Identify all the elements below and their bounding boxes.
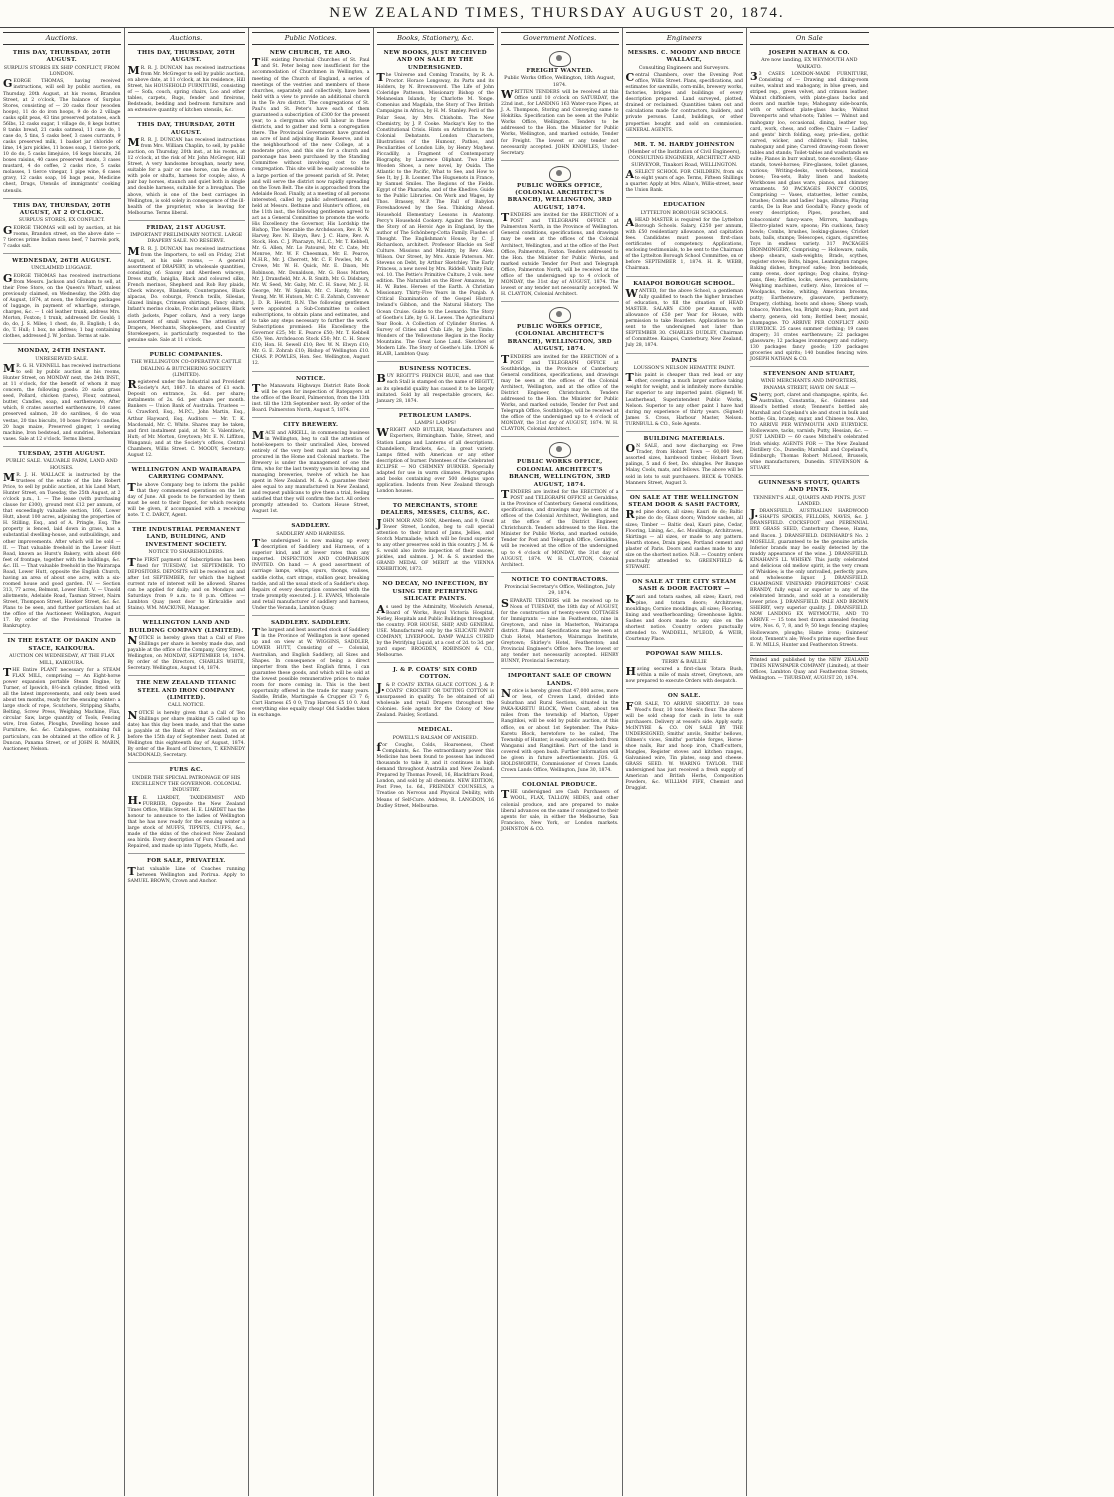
advertisement bbox=[128, 349, 246, 463]
ad-heading: GUINNESS'S STOUT, QUARTS AND PINTS. bbox=[758, 479, 861, 494]
column-1 bbox=[0, 28, 125, 1496]
ad-heading: FOR SALE, PRIVATELY. bbox=[146, 858, 226, 865]
ad-heading: WEDNESDAY, 26TH AUGUST. bbox=[12, 257, 112, 264]
advertisement bbox=[3, 345, 121, 447]
ad-heading: CITY BREWERY. bbox=[283, 422, 339, 429]
ad-body-text: MR. G. H. VENNELL has received instructions to sell by public auction at his rooms, Hunter Street, on MONDAY next, the 24th INST., at 11 o'clock, for the benefit of whom it may concern, the following goods: 20 sacks grass seed, Pollard, chicken (tares), Flour, oatmeal, butter, Candles, soap, and earthenware, After which, 8 crates assorted earthenware, 10 cases preserved salmon, 20 do sardines, 6 do wax vestas, 20 tins biscuits, 10 boxes Prime's candles, 20 bags maize, Preserved ginger, 1 sewing machine, Iron bedstead, and sundries, Bohemian vases. Sale at 12 o'clock. Terms liberal. bbox=[3, 361, 121, 442]
ad-subheading: LOUSSON'S NELSON HEMATITE PAINT. bbox=[633, 365, 735, 371]
ad-subheading: TERRY & BAILLIE bbox=[661, 659, 707, 665]
ad-body-text: WRITTEN TENDERS will be received at this Office until 10 o'clock on SATURDAY, the 22nd inst., for LANDING 163 Water-race Pipes, at J. A. Thompson, Storing and Conveying same to Hokitika. Specification can be seen at the Public Works Office, Wellington. Tenders to be addressed to the Hon. the Minister for Public Works, Wellington, and marked outside, Tender for Freight. The lowest or any tender not necessarily accepted. JOHN KNOWLES, Under-Secretary. bbox=[501, 88, 619, 156]
ad-body-text: GEORGE THOMAS will sell by auction, at his rooms, Brandon street, on the above date — 7 tierces prime Indian mess beef, 7 barrels pork, 7 casks salt. bbox=[3, 223, 121, 249]
advertisement bbox=[501, 574, 619, 670]
ad-body-text: That valuable Line of Coaches running between Wellington and Porirua. Apply to SAMUEL BROWN, Crown and Anchor. bbox=[127, 864, 245, 884]
ad-body-text: MR. R. J. DUNCAN has received instructions from Mrs. William Chaplin, to sell, by public auction, on Thursday, 20th inst., at his rooms, at 12 o'clock, at the risk of Mr. John McGregor, Hill Street, A very handsome broughan, nearly new, suitable for a pair or one horse, can be driven with pole or shafts, harness for couple; also, A pair bay horses, staunch and quiet both in single and double harness, suitable for a broughan. The above, which is one of the best carriages in Wellington, is sold solely in consequence of the ill-health of the proprietor, who is leaving for Melbourne. Terms liberal. bbox=[127, 135, 245, 216]
advertisement bbox=[128, 524, 246, 616]
ad-heading: NOTICE TO CONTRACTORS. bbox=[511, 576, 609, 583]
ad-body-text: JOHN MOIR AND SON, Aberdeen, and 9, Great Tower Street, London, beg to call special attention to their brand of Jams, Jellies, and Scotch Marmalade; which will be found superior to any other preserves sold in this country. J. M. & S. would also invite inspection of their sauces, pickles, and salmon. J. M. & S. awarded the GRAND MEDAL OF MERIT at the VIENNA EXHIBITION, 1873. bbox=[376, 516, 494, 573]
advertisement bbox=[252, 419, 370, 519]
ad-body-text: H.E. LIARDET, TAXIDERMIST AND FURRIER, Opposite the New Zealand Times Office, Willis Street. H. E. LIARDET has the honour to announce to the ladies of Wellington that he has now ready for the ensuing winter a large stock of MUFFS, TIPPETS, CUFFS, &c., made of the skins of the choicest New Zealand sea birds. Every description of Furs Cleaned and Repaired, and made up into Tippets, Muffs, &c. bbox=[127, 793, 245, 850]
ad-heading: COLONIAL PRODUCE. bbox=[522, 782, 598, 789]
advertisement bbox=[501, 303, 619, 437]
column-7 bbox=[747, 28, 872, 1496]
ad-body-text: GEORGE THOMAS has received instructions from Messrs. Jackson and Graham to sell, at their Free Store, on the Queen's Wharf, unless previously claimed, on Wednesday, the 26th day of August, 1874, at noon, the following packages of luggage, in payment of wharfage, storage, charges, &c. — 1 old leather trunk, address Mrs. Morton, Foxton; 1 trunk, addressed Dr. Gould; 1 do, do, J. S. Miles; 1 chest, do, R. English; 1 do, do, T. Hull; 1 box, no address; 1 bag containing clothes, addressed J. W. Jordan. Terms at sale. bbox=[3, 271, 121, 340]
newspaper-page bbox=[0, 28, 1114, 1496]
ad-body-text: WRIGHT AND BUTLER, Manufacturers and Exporters, Birmingham. Table, Street, and Station Lamps and Lanterns of all descriptions. Chandeliers, Brackets, &c., in great variety. Lamps fitted with American or any other description of burner. Patentees of the Celebrated ECLIPSE — NO CHIMNEY BURNER. Specially adapted for use in warm climates. Photographs and books containing over 500 designs upon application. Indents from New Zealand through London houses. bbox=[376, 426, 494, 495]
ad-subheading: THE WELLINGTON CO-OPERATIVE CATTLE DEALING & BUTCHERING SOCIETY (LIMITED). bbox=[131, 360, 242, 378]
ad-body-text: The undersigned is now making up every description of Saddlery and Harness, of a superior kind, and at lower rates than any imported. INSPECTION AND COMPARISON INVITED. On hand — A good assortment of carriage lamps, whips, spurs, thongs, valises, saddle cloths, cart straps, stallion gear, breaking tackle, and all the usual stock of a Saddler's shop. Repairs of every description connected with the trade promptly executed. J. E. EVANS, Wholesale and retail manufacturer of saddlery and harness, Under the Veranda, Lambton Quay. bbox=[252, 537, 370, 611]
ad-heading: IMPORTANT SALE OF CROWN LANDS. bbox=[508, 673, 612, 687]
advertisement bbox=[626, 199, 744, 276]
ad-heading: THIS DAY, THURSDAY, 20TH AUGUST, AT 2 O'CLOCK. bbox=[12, 202, 111, 216]
ad-heading: THIS DAY, THURSDAY, 20TH AUGUST. bbox=[137, 122, 236, 136]
advertisement bbox=[750, 368, 869, 476]
column-3 bbox=[249, 28, 374, 1496]
advertisement bbox=[626, 576, 744, 647]
ad-body-text: As used by the Admiralty, Woolwich Arsenal, Board of Works, Royal Victoria Hospital, Netley, Hospitals and Public Buildings throughout the country. FOR HOUSE, SHIP, AND GENERAL USE. Manufactured only by the SILICATE PAINT COMPANY, LIVERPOOL. DAMP WALLS CURED by the Petrifying Liquid, at a cost of 2d. to 3d. per yard super. BROGDEN, ROBINSON & CO., Melbourne. bbox=[376, 602, 494, 659]
section-heading: Government Notices. bbox=[501, 32, 619, 45]
ad-body-text: Sherry, port, claret and champagne, spirits, &c. Australian, Constantia, &c. Guinness and Blood's bottled stout; Tennent's bottled ale; Marshall and Copeland's ale and stout in bulk and bottle; Gin, brandy, sugar, and Chinese tea. Also, TO ARRIVE PER WEYMOUTH AND EURYDICE. Hollowware, tacks, varnish; Putty, Hessian, &c. — JUST LANDED — 60 cases Mitchell's celebrated Irish whisky. AGENTS FOR — The New Zealand Distillery Co., Dunedin; Marshall and Copeland's, Edinburgh; Thomas Robert McLeod, Brussels, wine manufacturers, Dunedin. STEVENSON & STUART. bbox=[750, 391, 869, 471]
ad-heading: TO MERCHANTS, STORE DEALERS, MESSES, CLUBS, &C. bbox=[380, 503, 490, 517]
ad-heading: PUBLIC WORKS OFFICE, (COLONIAL ARCHITECT'S BRANCH), WELLINGTON, 3RD AUGUST, 1874. bbox=[507, 324, 612, 353]
ad-heading: WELLINGTON LAND AND BUILDING COMPANY (LIMITED). bbox=[129, 620, 244, 634]
section-heading: Books, Stationery, &c. bbox=[377, 32, 495, 45]
advertisement bbox=[626, 139, 744, 199]
ad-heading: NEW CHURCH, TE ARO. bbox=[269, 49, 352, 56]
ad-subheading: SURPLUS STORES EX SHIP CONFLICT, FROM LONDON. bbox=[3, 65, 120, 78]
ad-heading: ON SALE AT THE WELLINGTON STEAM DOOR & SASH FACTORY, bbox=[628, 494, 741, 508]
ad-body-text: THE existing Parochial Churches of St. Paul and St. Peter being now insufficient for the accommodation of Churchmen in Wellington, a meeting of the Church of England, a series of meetings of the vestries and members of those churches, separately and collectively, have been held with a view to provide an additional church in the Te Aro district. The congregations of St. Paul's and St. Peter's have each of them guaranteed a subscription of £300 for the present year, to a clergyman who will labour in those districts, and to gather and form a congregation there. The Provincial Government have granted an acre of land adjoining Basin Reserve, and in the neighbourhood of the new College, at a moderate price, and this site for a church and parsonage has been purchased by the Standing Committee without involving cost to the congregation. This site will be easily accessible to a large portion of the present parish of St. Peter, and will serve the district now rapidly spreading on the Town Belt. The site is approached from the Adelaide Road. Finally, at a meeting of all persons interested, called by public advertisement, and held at Messrs. Bethune and Hunter's offices, on the 11th inst., the following gentlemen agreed to act as a General Committee to promote the work: His Excellency the Governor, His Lordship the Bishop, The Venerable the Archdeacon, Rev. B. W. Harvey, Rev. N. Elwyn, Rev. J. C. Hare, Rev. A. Stock, Hon. C. J. Pharazyn, M.L.C., Mr. T. Kebbell, Mr. G. Allen, Mr. Lo Patourel, Mr. C. Cate, Mr. Monroe, Mr. W. F. Cheesman, Mr. E. Pearce, M.H.R., Mr. J. Cherrett, Mr. C. F. Powles, Mr. A. Crowe, Mr. W. H. Quick, Mr. E. Dixon, Mr. Robinson, Mr. Donaldson, Mr. G. Ross Marten, Mr. J. Dransfield, Mr. A. B. Smith, Mr. G. Didsbury, Mr. W. Seed, Mr. Gaby, Mr. C. H. Snow, Mr. J. H. George, Mr. W. Spinks, Mr. C. Hardy, Mr. A. Young, Mr. W. Hutson, Mr. C. E. Zohrab, Convenor J. D. R. Hewitt, R.N. The following gentlemen were appointed a Sub-Committee to collect subscriptions, to obtain plans and estimates, and to take any steps necessary to further the work. Subscriptions promised: His Excellency the Governor £25; Mr. E. Pearce £50; Mr. T. Kebbell £50; Ven. Archdeacon Stock £50; Mr. C. H. Snow £10; Hon. H. Sewell £10; Rev. W. N. Elwyn £10; Mr. G. E. Zohrab £10; Bishop of Wellington £10. CHAS. P. POWLES, Hon. Sec. Wellington, August 12. bbox=[252, 56, 370, 367]
column-4 bbox=[374, 28, 499, 1496]
ad-heading: THIS DAY, THURSDAY, 20TH AUGUST. bbox=[12, 49, 111, 64]
advertisement bbox=[3, 200, 121, 254]
ad-subheading: POWELL'S BALSAM OF ANISEED. bbox=[392, 735, 478, 741]
ad-subheading: Consulting Engineers and Surveyors. bbox=[638, 65, 730, 71]
ad-body-text: for Coughs, Colds, Hoarseness, Chest Complaints, &c. The extraordinary power this Medicine has been found to possess has induced thousands to take it, and it continues in high demand throughout Australia and New Zealand. Prepared by Thomas Powell, 16, Blackfriars Road, London, and sold by all chemists. NEW EDITION, Post Free, 1s. 6d., FRIENDLY COUNSELS, a Treatise on Nervous and Physical Debility, with Means of Self-Cure. Address, R. LANGDON, 16 Dudley Street, Melbourne. bbox=[376, 740, 494, 809]
royal-coat-of-arms-icon bbox=[549, 51, 571, 67]
column-5 bbox=[498, 28, 623, 1496]
advertisement bbox=[128, 464, 246, 523]
ad-body-text: AHEAD MASTER is required for the Lyttelton Borough Schools. Salary, £250 per annum, with £50 residentiary allowance, and capitation fees. Candidates must possess first-class certificates of competency. Applications, enclosing testimonials, to be sent to the Chairman of the Lyttelton Borough School Committee, on or before SEPTEMBER 1, 1874. H. R. WEBB, Chairman. bbox=[625, 215, 743, 272]
ad-subheading: IMPORTANT PRELIMINARY NOTICE. LARGE DRAPERY SALE. NO RESERVE. bbox=[130, 233, 243, 245]
ad-heading: PETROLEUM LAMPS. bbox=[398, 412, 472, 419]
ad-subheading: Are now landing, EX WEYMOUTH AND WAIKATO. bbox=[761, 58, 858, 70]
ad-subheading: LAMPS! LAMPS! bbox=[414, 421, 457, 427]
ad-body-text: NOTICE is hereby given that a Call of Ten Shillings per share (making £5 called up to date) has this day been made, and that the same is payable at the Bank of New Zealand, on or before the 15th day of September next. Dated at Wellington this eighteenth day of August, 1874. By order of the Board of Directors, T. KENNEDY MACDONALD, Secretary. bbox=[127, 708, 245, 759]
advertisement bbox=[128, 855, 246, 888]
ad-subheading: UNRESERVED SALE. bbox=[35, 356, 89, 362]
ad-body-text: The Universe and Coming Transits, by R. A. Proctor. Horace Longsway, its Parts and its Holders, by N. Brownsword. The Life of John Coleridge Patteson, Missionary Bishop of the Melanesian Islands, by Charlotte M. Yonge. Comenius and Magdala, the Story of Two British Campaigns in Africa, by H. M. Stanley. Peril of the Polar Seas, by Mrs. Chisholm. The New Chemistry, by J. P. Cooke. Mackay's Key to the Constitutional Crisis. Hints on Arbitration to the Colonial Debatants. London Characters, Illustrations of the Humour, Pathos, and Peculiarities of London Life, by Henry Mayhew. Piccadilly, a Fragment of Contemporary Biography, by Laurence Oliphant. Two Little Wooden Shoes, a new novel, by Ouida. The Atlantic to the Pacific, What to See, and How to See It, by J. B. Loomer. The Huguenots in France, by Samuel Smiles. The Regions of the Fields. Egypt of the Pharaohs, and of the Khedive. Guide to the Public Libraries. On Work and Wages, by Thos. Brassey, M.P. The Fall of Babylon Foreshadowed by the Sea. Thinking Ahead. Household Elementary Lessons in Anatomy. Percy's Household Cookery. Against the Stream, the Story of an Heroic Age in England, by the author of The Schönberg-Cotta Family. Flashes of Thought. The Englishman's House, by C. J. Richardson, architect. Professor Blackie on Self Culture. Missions and Ministry, by Rev. Alex. Wilson. Our Street, by Mrs. Annie Paterson. Mr. Stevens on Debt, by Arthur Sketchley. The Early Princess, a new novel by Mrs. Riddell. Vanity Fair, vol. 10. The Pettie's Primitive Culture, 2 vols. new edition. The Naturalist on the River Amazons, by H. W. Bates. Heroes of the Earth. A Christian Missionary. Thirty-Five Years in the Punjab. A Critical Examination of the Gospel History. Ireland's Gibbon, and the Natural History. The Ocean Cruise. Guide to the Leonardo. The Story of Goethe's Life, by G. H. Lewes. The Agricultural Year Book. A Collection of Cylinder Stories. A Survey of Cities and Club Life, by John Timbs. Wonders of the Yellowstone Region in the Rocky Mountains. The Great Lone Land. Sketches of Modern Life. The Story of Goethe's Life. LYON & BLAIR, Lambton Quay. bbox=[376, 71, 494, 357]
ad-body-text: The largest and best assorted stock of Saddlery in the Province of Wellington is now opened up and on view at W. WIGGINS, SADDLER, LOWER HUTT, Consisting of — Colonial, Australian, and English Saddlery, all Sizes and Shapes. In consequence of being a direct importer from the best English firms, I can guarantee these goods, and which will be sold at the lowest possible remunerative prices to make room for more coming in. This is the best opportunity offered in the trade for many years. Saddle, Bridle, Martingale & Crupper £3 7 6; Cart Harness £5 0 0; Trap Harness £5 10 0. And everything else equally cheap! Old Saddles taken in exchange. bbox=[252, 626, 370, 719]
ad-heading: PAINTS bbox=[671, 357, 698, 364]
advertisement bbox=[3, 635, 121, 755]
ad-heading: THE NEW ZEALAND TITANIC STEEL AND IRON COMPANY (LIMITED). bbox=[136, 680, 237, 701]
column-6 bbox=[623, 28, 748, 1496]
ad-subheading: TENNENT'S ALE, QUARTS AND PINTS. JUST LANDED. bbox=[753, 495, 866, 507]
advertisement bbox=[501, 779, 619, 836]
ad-subheading: AUCTION ON WEDNESDAY, AT THE FLAX MILL, KAIKOURA. bbox=[9, 654, 115, 666]
section-heading: Engineers bbox=[626, 32, 744, 45]
advertisement bbox=[750, 477, 869, 653]
advertisement bbox=[501, 47, 619, 161]
advertisement bbox=[252, 373, 370, 419]
section-heading: Auctions. bbox=[3, 32, 121, 45]
ad-heading: SADDLERY. bbox=[291, 523, 331, 530]
ad-body-text: NOTICE is hereby given that a Call of Five Shillings per share is hereby made due, and payable at the office of the Company, Grey Street, Wellington, on MONDAY, SEPTEMBER 14, 1874. By order of the Directors, CHARLES WHITE, Secretary. Wellington, August 14, 1874. bbox=[127, 633, 245, 672]
ad-body-text: Red pine doors, all sizes; Kauri do do; Baltic pine do do; Glass doors; Window sashes, all sizes; Timber — Baltic deal, Kauri pine, Cedar, Flooring, Lining, &c., &c. Mouldings, Architraves, Skirtings — all sizes, or made to any pattern. Hearth stones, Drain pipes, Portland cement and plaster of Paris. Doors and sashes made to any size on the shortest notice. N.B. — Country orders punctually attended to. GREENFIELD & STEWART. bbox=[625, 508, 743, 570]
ad-heading: POPOWAI SAW MILLS. bbox=[645, 651, 723, 658]
advertisement bbox=[626, 690, 744, 795]
ad-heading: NEW BOOKS, JUST RECEIVED AND ON SALE BY THE UNDERSIGNED. bbox=[383, 49, 487, 71]
ad-heading: MR. T. M. HARDY JOHNSTON bbox=[633, 141, 735, 148]
ad-heading: BUILDING MATERIALS. bbox=[643, 435, 725, 442]
ad-heading: J. & P. COATS' SIX CORD COTTON. bbox=[393, 667, 478, 681]
ad-heading: ON SALE AT THE CITY STEAM SASH & DOOR FACTORY — bbox=[632, 579, 737, 593]
ad-heading: PUBLIC WORKS OFFICE, COLONIAL ARCHITECT'S BRANCH, WELLINGTON, 3RD AUGUST, 1874. bbox=[509, 459, 611, 488]
advertisement bbox=[377, 578, 495, 663]
ad-heading: PUBLIC WORKS OFFICE, (COLONIAL ARCHITECT'S BRANCH), WELLINGTON, 3RD AUGUST, 1874. bbox=[507, 182, 612, 211]
advertisement bbox=[626, 355, 744, 432]
advertisement bbox=[128, 764, 246, 854]
advertisement bbox=[128, 47, 246, 118]
ad-body-text: TENDERS are invited for the ERECTION of a POST and TELEGRAPH OFFICE at Southbridge, in the Province of Canterbury. General conditions, specifications, and drawings may be seen at the offices of the Colonial Architect, Wellington, and at the office of the District Engineer, Christchurch. Tenders addressed to the Hon. the Minister for Public Works, and marked outside, Tender for Post and Telegraph Office, Southbridge, will be received at the office of the undersigned up to 4 o'clock of MONDAY, the 31st day of AUGUST, 1874. W. H. CLAYTON, Colonial Architect. bbox=[501, 352, 619, 433]
ad-body-text: The Manawatu Highways District Rate Book will be open for inspection of Ratepayers at the office of the Board, Palmerston, from the 13th inst. till the 12th September next. By order of the Board. Palmerston North, August 5, 1874. bbox=[252, 381, 370, 414]
ad-body-text: J.& P. COATS' EXTRA GLACE COTTON. J. & P. COATS' CROCHET OR TATTING COTTON is unsurpassed in quality. To be obtained of all wholesale and retail Drapers throughout the Colonies. Sole agents for the Colony of New Zealand. Paisley, Scotland. bbox=[376, 680, 494, 719]
ad-subheading: (Member of the Institution of Civil Engineers), CONSULTING ENGINEER, ARCHITECT AND SURVEYOR, Tinakori Road, WELLINGTON. bbox=[627, 150, 741, 168]
advertisement bbox=[3, 255, 121, 344]
advertisement bbox=[626, 492, 744, 575]
ad-body-text: ON SALE, and now discharging ex Free Trader, from Hobart Town — 60,000 feet, assorted sizes, hardwood timber, Hobart Town palings, 5 and 6 feet, Do. shingles. Per Banque Malay, Cools, mats, and fellows. The above will be sold in lots to suit purchasers. BECK & TONKS. Manners Street, August 3. bbox=[625, 442, 743, 486]
advertisement bbox=[626, 648, 744, 689]
ad-subheading: SURPLUS STORES, EX CONFLICT. bbox=[18, 218, 105, 224]
ad-body-text: MR. R. J. DUNCAN has received instructions from the Importers, to sell on Friday, 21st August, at his sale rooms, — A general assortment of DRAPERY, in wholesale quantities, consisting of: Saxony and Aberdeen winceys, Dress stuffs, laniglia, Black and coloured silks, French merinos, Shepherd and Rob Roy plaids, Check winceys, Blankets, Counterpanes, Black alpacas, Do. coburgs, French twills, Silesias, Glazed linings, Crimean shirtings, Fancy shirts, Infant's merino cloaks, Frocks and pelisses, Black cloth jackets, Paper collars, And a very large assortment of small wares. The attention of Drapers, Merchants, Shopkeepers, and Country Storekeepers, is particularly requested to the genuine sale. Sale at 11 o'clock. bbox=[127, 244, 245, 343]
ad-heading: THE INDUSTRIAL PERMANENT LAND, BUILDING, AND INVESTMENT SOCIETY. bbox=[132, 527, 241, 548]
ad-body-text: MR. J. H. WALLACE is instructed by the trustees of the estate of the late Robert Price, to sell by public auction, at his Land Mart, Hunter Street, on Tuesday, the 25th August, at 2 o'clock p.m., I. — The lease (with purchasing clause for £300), ground rent £12 per annum, of that exceedingly valuable section, 166, Lower Hutt, about 100 acres, adjoining the properties of H. Stilling, Esq., and of A. Pringle, Esq. The property is fenced, laid down in grass, has a substantial dwelling-house, and outbuildings, and other improvements. After which will be sold — II. — That valuable freehold in the Lower Hutt Road, known as Hurst's Bakery, with about 600 feet of frontage, together with the buildings, &c. &c. III. — That valuable freehold in the Wairarapa Road, Lower Hutt, opposite the English Church, having an area of about one acre, with a six-roomed house and good garden. IV. — Section 313, 77 acres, Belmont, Lower Hutt. V. — Unsold allotments, Adelaide Road, Tasman Street, Nairn Street, Thompson Street, Hawker Street, &c. &c. Plans to be seen, and further particulars had at the office of the Auctioneer. Wellington, August 17. By order of the Provisional Trustee in Bankruptcy. bbox=[3, 470, 121, 630]
ad-heading: THIS DAY, THURSDAY, 20TH AUGUST. bbox=[137, 49, 236, 64]
ad-subheading: CALL NOTICE. bbox=[167, 703, 205, 709]
advertisement bbox=[626, 433, 744, 491]
ad-body-text: THE undersigned are Cash Purchasers of WOOL, FLAX, TALLOW, HIDES, and other colonial produce, and are prepared to make liberal advances on the same if consigned to their agents for sale, in either the Melbourne, San Francisco, New York, or London markets. JOHNSTON & CO. bbox=[501, 788, 619, 832]
ad-body-text: MACE and ARKELL, in commencing business in Wellington, beg to call the attention of hotel-keepers to their unrivalled Ales, brewed entirely of the very best malt and hops to be procured in the Home and Colonial markets. The Brewery is under the management of one the firm, who for the last twenty years in brewing and managing breweries, twelve of which he has spent in New Zealand. M. & A. guarantee their ales equal to any manufactured in New Zealand, and request publicans to give them a trial, feeling satisfied that they will confirm the fact. All orders promptly attended to. Custom House Street, August 1st. bbox=[252, 428, 370, 515]
ad-body-text: GEORGE THOMAS, having received instructions, will sell by public auction, on Thursday, 20th August, at his rooms, Brandon Street, at 2 o'clock, The balance of Surplus Stores, consisting of — 20 casks flour (wooden hoops), 11 do do iron hoops, 9 do do 2 village casks split peas, 43 tins preserved potatoes, each 56lbs, 12 casks sugar, 1 village do, 8 kegs butter, 8 tanks bread, 21 casks oatmeal, 11 case do, 1 case do, 5 tins, 5 casks beef, 3 cases currants, 9 casks preserved milk, 1 basket jar chloride of lime, 14 jars pickles, 11 boxes soap, 1 tierce pork, 10 do do, 5 casks limejuice, 16 kegs biscuits, 26 boxes raisins, 40 cases preserved meats, 3 cases mustard, 4 do coffee, 2 casks rice, 5 casks molasses, 1 tierce vinegar, 1 pipe wine, 6 cases gravy, 12 casks soap, 16 bags peas, Medicine chest, Drugs, Utensils of immigrants' cooking utensils. bbox=[3, 77, 121, 194]
ad-body-text: Notice is hereby given that 47,000 acres, more or less, of Crown Land, divided into Suburban and Rural Sections, situated in the PAKA-KARETU BLOCK, West Coast, about ten miles from the township of Marton, Upper Rangitikei, will be sold by public auction, at this office, on or about 1st September. The Paka-Karetu Block, heretofore to be called, The Township of Hunter, is easily accessible both from Wanganui and Rangitikei. Part of the land is covered with open bush. Further information will be given in future advertisements. JOS. G. HOLDSWORTH, Commissioner of Crown Lands. Crown Lands Office, Wellington, June 30, 1874. bbox=[501, 687, 619, 773]
advertisement bbox=[3, 47, 121, 199]
section-heading: On Sale bbox=[750, 32, 869, 45]
advertisement bbox=[377, 500, 495, 577]
ad-heading: MESSRS. C. MOODY AND BRUCE WALLACE, bbox=[627, 49, 741, 64]
ad-body-text: TENDERS are invited for the ERECTION of a POST and TELEGRAPH OFFICE at Geraldine, in the Province of Canterbury. General conditions, specifications, and drawings may be seen at the offices of the Colonial Architect, Wellington, and at the office of the District Engineer, Christchurch. Tenders addressed to the Hon. the Minister for Public Works, and marked outside, Tender for Post and Telegraph Office, Geraldine, will be received at the office of the undersigned up to 4 o'clock of MONDAY, the 31st day of AUGUST, 1874. W. H. CLAYTON, Colonial Architect. bbox=[501, 487, 619, 568]
advertisement bbox=[377, 47, 495, 362]
ad-heading: EDUCATION bbox=[663, 202, 706, 209]
ad-body-text: Central Chambers, over the Evening Post office, Willis Street. Plans, specifications, and estimates for sawmills, corn-mills, brewery works, factories, bridges and buildings of every description prepared. Land surveyed, plotted, drained or reclaimed. Quantities taken out and calculations made for contractors, builders, and private persons. Land, buildings, or other properties bought and sold on commission. GENERAL AGENTS. bbox=[625, 71, 743, 133]
ad-body-text: ASELECT SCHOOL FOR CHILDREN, from six to eight years of age. Terms, Fifteen Shillings a quarter. Apply at Mrs. Allan's, Willis-street, near the Union Bank. bbox=[625, 168, 743, 194]
section-heading: Auctions. bbox=[128, 32, 246, 45]
advertisement bbox=[252, 520, 370, 615]
ad-heading: PUBLIC COMPANIES. bbox=[149, 351, 223, 358]
ad-body-text: The FIRST payment of Subscriptions has been fixed for TUESDAY, 1st SEPTEMBER. TO DEPOSITORS. DEPOSITS will be received on and after 1st SEPTEMBER, for which the highest current rate of interest will be allowed. Shares can be applied for daily; and on Mondays and Saturdays from 9 a.m. to 8 p.m. Offices — Lambton Quay (next door to Kirkcaldie and Stains). WM. MACKUNE, Manager. bbox=[127, 555, 245, 612]
ad-body-text: J.DRANSFIELD. AUSTRALIAN HARDWOOD SHAFTS SPOKES, FELLOES, NAVES, &c. J. DRANSFIELD. COCKSFOOT and PERENNIAL RYE GRASS SEED, Canterbury Cheese, Hams, and Bacon. J. DRANSFIELD. DEINHARD'S No. 2 MOSELLE, guaranteed to be the genuine article. Inferior brands may be easily detected by the muddy appearance of the wine. J. DRANSFIELD. KINAHAN'S LL WHISKY: This justly celebrated and delicious old mellow spirit, is the very cream of Whiskies; is the only unrivalled, perfectly pure, and wholesome liquor. J. DRANSFIELD. CHAMPAGNE VINEYARD PROPRIETORS' CASK BRANDY, fully equal or superior to any of the celebrated brands, and sold at a considerably lower price. J. DRANSFIELD. PALE AND BROWN SHERRY, very superior quality. J. DRANSFIELD. NOW LANDING EX WEYMOUTH, AND TO ARRIVE — 15 tons best drawn annealed fencing wire, Nos. 6, 7, 8, and 9; 50 kegs fencing staples; Hollowware, ploughs; Hame irons; Guinness' stout; Tennent's ale; Wood's prime superfine flour. E. W. MILLS, Hunter and Featherston Streets. bbox=[750, 507, 869, 648]
ad-heading: NOTICE. bbox=[295, 375, 326, 382]
advertisement bbox=[252, 47, 370, 372]
ad-body-text: TENDERS are invited for the ERECTION of a POST and TELEGRAPH OFFICE at Palmerston North, in the Province of Wellington. General conditions, specifications, and drawings may be seen at the offices of the Colonial Architect, Wellington, and at the office of the Post Office, Palmerston, Foxton. Tenders addressed to the Hon. the Minister for Public Works, and marked outside Tender for Post and Telegraph Office, Palmerston North, will be received at the office of the undersigned up to 4 o'clock of MONDAY, the 31st day of AUGUST, 1874. The lowest or any tender not necessarily accepted. W. H. CLAYTON, Colonial Architect. bbox=[501, 211, 619, 297]
section-heading: Public Notices. bbox=[252, 32, 370, 45]
ad-body-text: Having secured a first-class Totara Bush, within a mile of main street, Greytown, are now prepared to execute Orders with despatch. bbox=[625, 664, 743, 685]
masthead: NEW ZEALAND TIMES, THURSDAY AUGUST 20, 1874. bbox=[0, 0, 1114, 28]
ad-heading: FURS &C. bbox=[169, 767, 203, 774]
advertisement bbox=[377, 724, 495, 812]
advertisement bbox=[626, 47, 744, 138]
advertisement bbox=[501, 670, 619, 778]
ad-subheading: LYTTELTON BOROUGH SCHOOLS. bbox=[640, 210, 728, 216]
ad-subheading: NOTICE TO SHAREHOLDERS. bbox=[148, 550, 225, 556]
column-2 bbox=[125, 28, 250, 1496]
ad-body-text: The above Company beg to inform the public that they commenced operations on the 1st day of June. All goods to be forwarded by them must be sent to their Depot, for which receipts will be given, if accompanied with a receiving note. T. C. DARCY, Agent. bbox=[127, 480, 245, 519]
ad-heading: MONDAY, 24TH INSTANT. bbox=[17, 348, 106, 355]
advertisement bbox=[626, 278, 744, 354]
ad-body-text: THE Entire PLANT necessary for a STEAM FLAX MILL, comprising — An Eight-horse power expansion portable Steam Engine, by Turner, of Ipswich, 8½-inch cylinder, fitted with all the latest improvements, and only been used about ten months, ready for the ensuing winter: a large stock of rope, Scutchers, Stripping Shafts, Belting, Screw Press, Weighing Machine, Flax, circular Saw, large quantity of Tools, Fencing wire, Iron Gates, Ploughs, Dwelling house and Furniture, &c. &c. Catalogues, containing full particulars, can be obtained at the office of R. J. Duncan, Panama Street, or of JOHN R. MABIN, Auctioneer, Nelson. bbox=[3, 665, 121, 752]
ad-body-text: MR. R. J. DUNCAN has received instructions from Mr. McGregor to sell by public auction, on above date, at 11 o'clock, at his residence, Hill Street, his HOUSEHOLD FURNITURE, consisting of — Sofa, couch, spring chairs, Loo and other tables, carpets, Rugs, fender and fireirons, Bedsteads, bedding and bedroom furniture and an extensive quantity of kitchen utensils, &c. bbox=[127, 63, 245, 114]
ad-heading: FREIGHT WANTED. bbox=[526, 67, 594, 74]
ad-body-text: BUY REGITT'S FRENCH BLUE, and see that each Stall is stamped on the name of REGITT, as its splendid quality has caused it to be largely imitated. Sold by all respectable grocers, &c. January 28, 1874. bbox=[376, 372, 494, 404]
ad-subheading: Provincial Secretary's Office, Wellington, July 29, 1874. bbox=[504, 585, 616, 597]
ad-heading: BUSINESS NOTICES. bbox=[399, 366, 472, 373]
ad-heading: JOSEPH NATHAN & CO. bbox=[768, 49, 850, 56]
advertisement bbox=[128, 617, 246, 676]
advertisement bbox=[501, 162, 619, 302]
ad-heading: ON SALE. bbox=[667, 693, 701, 700]
ad-heading: KAIAPOI BOROUGH SCHOOL. bbox=[633, 280, 736, 287]
ad-body-text: Registered under the Industrial and Provident Society's Act, 1867. In shares of £1 each. Deposit on entrance, 2s. 6d. per share; instalments of 2s. 6d. per share per month. Bankers — Union Bank of Australia. Trustees — G. Crawford, Esq., M.P.C., John Martin, Esq., Arthur Hayward, Esq. Auditors — Mr. T. K. Macdonald, Mr. C. White. Shares may be taken, and first instalment paid, at Mr. S. Valentine's, Hutt; of Mr. Morton, Greytown; Mr. E. N. Liffiton, Wanganui; and at the Society's offices, Central Chambers, Willis Street. C. MOODY, Secretary. August 12. bbox=[127, 378, 245, 458]
ad-body-text: WANTED, for the above School, a gentleman fully qualified to teach the higher branches of education, to fill the situation of HEAD MASTER. SALARY: £300 per Annum, with allowance of £50 per Year for House, with permission to take Boarders. Applications to be sent to the undersigned not later than SEPTEMBER 30. CHARLES DUDLEY, Chairman of Committee. Kaiapoi, Canterbury, New Zealand, July 28, 1874. bbox=[625, 286, 743, 349]
ad-subheading: PUBLIC SALE. VALUABLE FARM, LAND AND HOUSES. bbox=[5, 459, 118, 471]
advertisement bbox=[252, 617, 370, 722]
ad-body-text: SEPARATE TENDERS will be received up to Noon of TUESDAY, the 18th day of AUGUST, for the construction of twenty-seven COTTAGES for Immigrants — nine in Featherston, nine in Greytown, and nine in Masterton, Wairarapa district. Plans and Specifications may be seen at Club Hotel, Masterton; Wairarapa Institute, Greytown; Shirley's Hotel, Featherston; and Provincial Engineer's Office here. The lowest or any tender not necessarily accepted. HENRY BUNNY, Provincial Secretary. bbox=[501, 596, 619, 665]
ad-subheading: UNCLAIMED LUGGAGE. bbox=[31, 266, 93, 272]
advertisement bbox=[128, 119, 246, 221]
advertisement bbox=[128, 677, 246, 763]
advertisement bbox=[3, 448, 121, 635]
ad-subheading: Public Works Office, Wellington, 18th August, 1874. bbox=[504, 76, 616, 88]
royal-coat-of-arms-icon bbox=[549, 166, 571, 182]
ad-body-text: This paint is cheaper than red lead or any other, covering a much larger surface taking weight for weight, and is infinitely more durable. Far superior to any imported paint. (Signed) W. Leatherhead, Superintendent Public Works, Nelson. Superior to any other paint I have had during my experience of thirty years. (Signed) James S. Cross, Harbour Master, Nelson. TURNBULL & CO., Sole Agents. bbox=[625, 371, 743, 427]
ad-subheading: UNDER THE SPECIAL PATRONAGE OF HIS EXCELLENCY THE GOVERNOR. COLONIAL INDUSTRY. bbox=[131, 775, 241, 794]
ad-heading: SADDLERY. SADDLERY. bbox=[270, 619, 351, 626]
advertisement bbox=[128, 222, 246, 348]
ad-subheading: SADDLERY AND HARNESS. bbox=[276, 531, 346, 537]
ad-heading: TUESDAY, 25TH AUGUST. bbox=[18, 450, 106, 457]
ad-heading: STEVENSON AND STUART, bbox=[763, 371, 856, 377]
ad-heading: MEDICAL. bbox=[417, 727, 453, 734]
ad-heading: NO DECAY, NO INFECTION, BY USING THE PETRIFYING SILICATE PAINTS. bbox=[382, 581, 489, 603]
ad-heading: FRIDAY, 21ST AUGUST. bbox=[146, 224, 227, 231]
royal-coat-of-arms-icon bbox=[549, 442, 571, 458]
royal-coat-of-arms-icon bbox=[549, 307, 571, 323]
ad-subheading: WINE MERCHANTS AND IMPORTERS, PANAMA STREET, HAVE ON SALE — bbox=[760, 379, 858, 391]
ad-heading: IN THE ESTATE OF DAKIN AND STACE, KAIKOURA. bbox=[7, 638, 117, 652]
advertisement bbox=[377, 410, 495, 499]
advertisement bbox=[377, 363, 495, 409]
ad-body-text: Kauri and totara sashes, all sizes; Kauri, red pine, and totara doors; Architraves, mouldings; Cornice mouldings, all sizes; Flooring, lining and weatherboarding; Greenhouse lights. Sashes and doors made to any size on the shortest notice. Country orders punctually attended to. WADDELL, M'LEOD, & WEIR, Courtenay Place. bbox=[625, 592, 743, 643]
advertisement bbox=[501, 438, 619, 572]
ad-heading: WELLINGTON AND WAIRARAPA CARRYING COMPANY. bbox=[131, 466, 241, 481]
advertisement bbox=[377, 664, 495, 723]
ad-body-text: 33 CASES LONDON-MADE FURNITURE, Consisting of — Drawing and dining-room suites, walnut and mahogany, in blue green, and striped rep., green velvet, and crimson leather; Walnut chiffoniers, with plate-glass backs and doors and marble tops; Mahogany side-boards, with or without plate-glass backs; Walnut Davenports and what-nots; Tables — Walnut and mahogany loo, occasional, dining, leather top, card, work, chess, and coffee; Chairs — Ladies' and gents' birch folding, easy, prie-dieu, gothic carved, wicker, and children's; Hall tables, mahogany and pine; Carved drawing-room flower tables and stands; Toilet-tables and washstands en suite; Pianos in burr walnut, tone excellent; Glass-stands, towel-horses; Fire-glasses, toilet glasses, various; Writing-desks, work-boxes, musical boxes; Tea-sets, Baby linen and baskets; Workboxes and glass ware, pianos, and chimney ornaments. 50 PACKAGES FANCY GOODS, Comprising — Vases, statuettes, letter combs, brushes; Combs and ladies' bags, albums; Playing cards, De la Rue and Goodall's; Fancy goods of every description; Pipes, pouches, and tobacconists' fancy-ware; Mirrors, handbags; Electro-plated ware, spoons; Pin cushions, fancy bowls; Combs, brushes, looking-glasses; Cricket bats, balls, stumps; Telescopes, cigars, cigarettes; Toys in endless variety. 317 PACKAGES IRONMONGERY, Comprising — Holloware, nails, sheep shears, sash-weights; Brads, scythes, register stoves; Bolts, hinges, Leamington ranges; Baking dishes, fireproof safes; Iron bedsteads, camp ovens, door springs; Dog chains, frying-pans, files; Kettles, locks, sieves, perambulators; Weighing machines, cutlery. Also, Invoices of — Woolpacks, twine, whiting; American brooms, putty; Earthenware, glassware, perfumery; Drapery, clothing, boots and shoes; Sheep wash, tobacco, Watches, tea, Bright soap; Rum, port and sherry, geneva, old tom; Bottled beer, mosaic, champagne. TO ARRIVE PER CONFLICT AND EURYDICE. 25 cases summer clothing; 19 cases drapery; 31 crates earthenware; 22 packages glassware; 12 packages ironmongery and cutlery; 130 packages fancy goods; 120 packages groceries and spirits; 140 bundles fencing wire. JOSEPH NATHAN & CO. bbox=[750, 70, 869, 362]
ad-body-text: FOR SALE, TO ARRIVE SHORTLY. 20 tons Wood's flour, 10 tons Meek's flour. The above will be sold cheap for cash in lots to suit purchasers. Delivery at vessel's side. Apply early. McINTYRE & CO. ON SALE BY THE UNDERSIGNED, Smiths' anvils, Smiths' bellows, Oilmen's vices, Smiths' portable forges, Horse-shoe nails, Bar and hoop iron, Chaff-cutters, Mangles, Register stoves and kitchen ranges, Galvanised wire, Tin plates, soap and cheese. GRASS SEED. W. WARING TAYLOR. THE undersigned has just received a fresh supply of American and British Herbs, Composition Powders, &c. WILLIAM FIFE, Chemist and Druggist. bbox=[625, 699, 743, 792]
publisher-imprint: Printed and published by the NEW ZEALAND TIMES NEWSPAPER COMPANY (Limited), at their Offices, Lambton Quay and Featherston Streets, Wellington. — THURSDAY, AUGUST 20, 1874. bbox=[750, 655, 869, 682]
advertisement bbox=[750, 47, 869, 367]
